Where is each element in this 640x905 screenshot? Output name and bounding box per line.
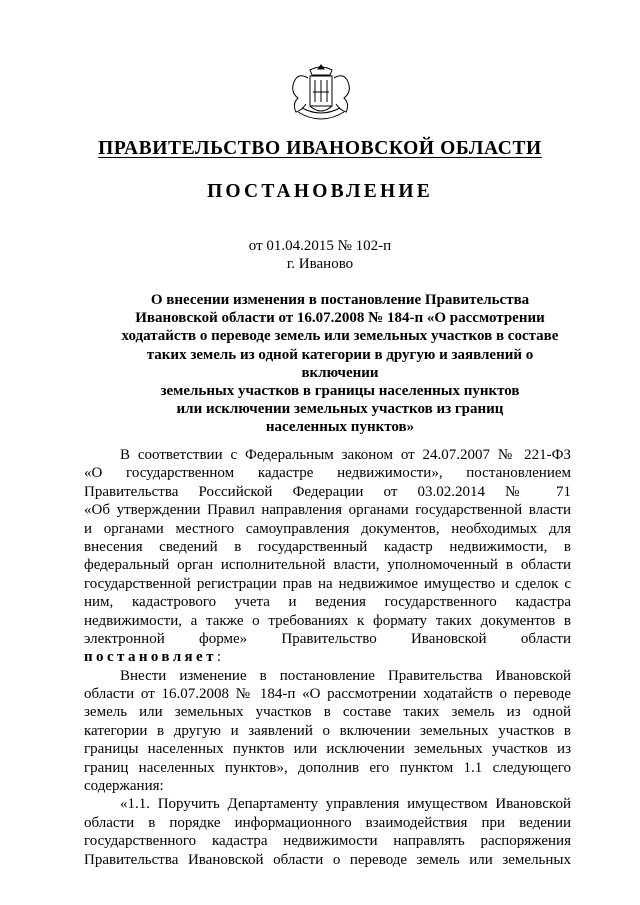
body-line: федеральный орган исполнительной власти, уполномоченный в области [84,557,571,574]
body-line: ним, кадастрового учета и ведения государственного кадастра [84,594,571,611]
body-line: области от 16.07.2008 № 184-п «О рассмотрении ходатайств о переводе [84,686,571,703]
body-line: земель или земельных участков в составе таких земель из одной [84,704,571,721]
colon: : [216,649,222,666]
title-line: населенных пунктов» [265,419,415,436]
date-number: от 01.04.2015 № 102-п [248,238,392,254]
decides-word: постановляет [84,649,217,666]
body-line: категории в другую и заявлений о включении земельных участков в [84,722,571,739]
government-name: ПРАВИТЕЛЬСТВО ИВАНОВСКОЙ ОБЛАСТИ [98,138,542,159]
body-line: «Об утверждении Правил направления органами государственной власти [84,502,571,519]
body-line: государственной регистрации прав на недвижимое имущество и сделок с [84,575,571,592]
body-line: Правительства Ивановской области о переводе земель или земельных [84,851,571,868]
document-title [118,291,562,437]
body-line: области в порядке информационного взаимодействия при ведении [84,814,571,831]
body-line: и органами местного самоуправления документов, необходимых для [84,520,571,537]
body-line: Правительства Российской Федерации от 03.02.2014 № 71 [84,483,571,500]
body-line: «1.1. Поручить Департаменту управления имуществом Ивановской [120,796,571,813]
document-type: ПОСТАНОВЛЕНИЕ [207,181,433,202]
body-line: недвижимости, а также о требованиях к формату таких документов в [84,612,571,629]
body-line: В соответствии с Федеральным законом от 24.07.2007 № 221-ФЗ [120,447,571,463]
coat-of-arms-emblem [288,62,354,122]
title-line: таких земель из одной категории в другую и заявлений о включении [146,346,534,381]
body-line: электронной форме» Правительство Ивановской области [84,630,571,647]
city: г. Иваново [286,256,354,272]
title-line: ходатайств о переводе земель или земельных участков в составе [121,328,559,345]
body-line: «О государственном кадастре недвижимости», постановлением [84,465,571,482]
body-line: Внести изменение в постановление Правительства Ивановской [120,667,571,684]
title-line: земельных участков в границы населенных пунктов [160,383,520,400]
body-line: государственного кадастра недвижимости направлять распоряжения [84,833,571,850]
decides-line [84,648,571,666]
title-line: или исключении земельных участков из границ [176,401,504,418]
title-line: Ивановской области от 16.07.2008 № 184-п «О рассмотрении [135,310,545,327]
body-line: границ населенных пунктов», дополнив его пунктом 1.1 следующего [84,759,571,776]
body-line: внесения сведений в государственный кадастр недвижимости, в [84,538,571,555]
document-body [84,446,571,869]
body-line: границы населенных пунктов или исключении земельных участков из [84,741,571,758]
body-line: содержания: [84,778,164,795]
title-line: О внесении изменения в постановление Правительства [150,292,530,308]
